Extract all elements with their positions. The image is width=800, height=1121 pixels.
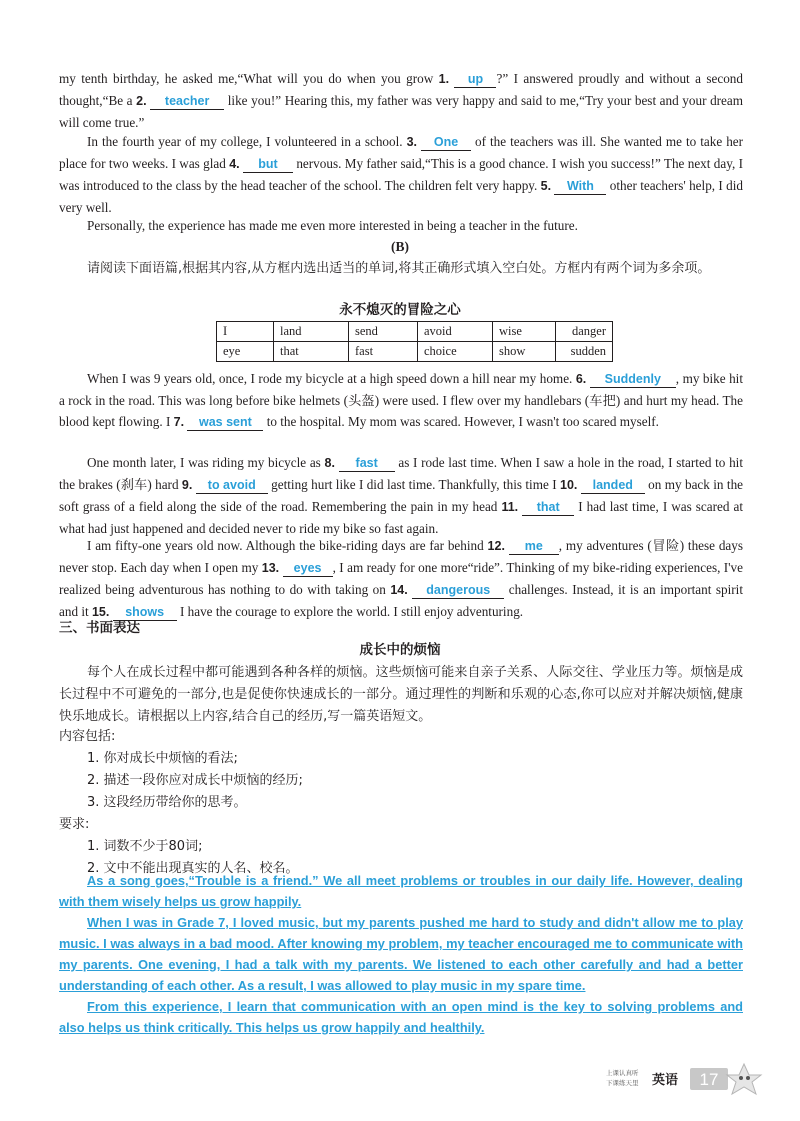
word-box-cell: that	[274, 342, 349, 362]
answer-blank-8: fast	[339, 456, 395, 472]
word-box-cell: I	[217, 322, 274, 342]
word-box-row	[217, 322, 613, 342]
answer-blank-2: teacher	[150, 94, 224, 110]
answer-blank-7: was sent	[187, 415, 263, 431]
answer-blank-15: shows	[113, 605, 177, 621]
section-b-label: (B)	[391, 239, 409, 254]
sample-answer-paragraph-2: When I was in Grade 7, I loved music, but my parents pushed me hard to study and didn't allow me to play music. I was always in a bad mood. After knowing my problem, my teacher encouraged me to communicate with my parents. One evening, I had a talk with my parents. We listened to each other carefully and had a better understanding of each other. As a result, I was allowed to play music in my spare time.	[59, 915, 743, 993]
footer-slogan-2: 下课练天里	[606, 1079, 639, 1087]
section-b-title: 永不熄灭的冒险之心	[339, 302, 461, 318]
passage-b-paragraph-1: When I was 9 years old, once, I rode my bicycle at a high speed down a hill near my home. 6. Suddenly , my bike hit a rock in the road. This was long before bike helmets (头盔) were used. I flew over my handlebars (车把) and hurt my head. The blood kept flowing. I 7. was sent to the hospital. My mom was scared. However, I wasn't too scared myself.	[59, 371, 744, 429]
footer-subject: 英语	[652, 1073, 679, 1088]
word-box-cell: fast	[349, 342, 418, 362]
word-box	[216, 321, 613, 362]
word-box-cell: show	[493, 342, 556, 362]
requirement-item: 1. 词数不少于80词;	[87, 839, 203, 854]
passage-a-paragraph-3: Personally, the experience has made me even more interested in being a teacher in the future.	[87, 218, 578, 233]
answer-blank-1: up	[454, 72, 496, 88]
answer-blank-4: but	[243, 157, 293, 173]
content-item: 3. 这段经历带给你的思考。	[87, 795, 247, 810]
word-box-cell: land	[274, 322, 349, 342]
answer-blank-10: landed	[581, 478, 645, 494]
word-box-cell: wise	[493, 322, 556, 342]
passage-a-paragraph-2: In the fourth year of my college, I volunteered in a school. 3. One of the teachers was ill. She wanted me to take her place for two weeks. I was glad 4. but nervous. My father said,“This is a good chance. I wish you success!” The next day, I was introduced to the class by the head teacher of the school. The children felt very happy. 5. With other teachers' help, I did very well.	[59, 134, 744, 215]
answer-blank-3: One	[421, 135, 471, 151]
requirement-item: 2. 文中不能出现真实的人名、校名。	[87, 861, 299, 876]
requirements-label: 要求:	[59, 817, 90, 832]
answer-blank-12: me	[509, 539, 559, 555]
footer-badge	[586, 1062, 776, 1098]
content-item: 1. 你对成长中烦恼的看法;	[87, 751, 238, 766]
answer-blank-9: to avoid	[196, 478, 268, 494]
footer-slogan-1: 上课认真听	[606, 1069, 639, 1077]
writing-intro: 每个人在成长过程中都可能遇到各种各样的烦恼。这些烦恼可能来自亲子关系、人际交往、学业压力等。烦恼是成长过程中不可避免的一部分,也是促使你快速成长的一部分。通过理性的判断和乐观的心态,你可以应对并解决烦恼,健康快乐地成长。请根据以上内容,结合自己的经历,写一篇英语短文。	[59, 665, 743, 724]
answer-blank-11: that	[522, 500, 574, 516]
answer-blank-14: dangerous	[412, 583, 504, 599]
writing-section-heading: 三、书面表达	[59, 620, 140, 636]
passage-b-paragraph-2: One month later, I was riding my bicycle as 8. fast as I rode last time. When I saw a hole in the road, I started to hit the brakes (刹车) hard 9. to avoid getting hurt like I did last time. Thankfully, this time I 10. landed on my back in the soft grass of a field along the side of the road. Remembering the pain in my head 11. that I had last time, I was scared at what had just happened and decided never to ride my bike so fast again.	[59, 455, 744, 536]
passage-a-paragraph-1: my tenth birthday, he asked me,“What will you do when you grow 1. up ?” I answered proudly and without a second thought,“Be a 2. teacher like you!” Hearing this, my father was very happy and said to me,“Try your best and your dream will come true.”	[59, 71, 744, 130]
word-box-cell: choice	[418, 342, 493, 362]
answer-blank-6: Suddenly	[590, 372, 676, 388]
word-box-cell: danger	[556, 322, 613, 342]
footer-page-number: 17	[699, 1070, 719, 1089]
word-box-cell: send	[349, 322, 418, 342]
word-box-cell: avoid	[418, 322, 493, 342]
writing-title: 成长中的烦恼	[359, 642, 441, 658]
content-item: 2. 描述一段你应对成长中烦恼的经历;	[87, 773, 303, 788]
section-b-instruction: 请阅读下面语篇,根据其内容,从方框内选出适当的单词,将其正确形式填入空白处。方框内有两个词为多余项。	[87, 261, 711, 276]
answer-blank-5: With	[554, 179, 606, 195]
word-box-row	[217, 342, 613, 362]
word-box-cell: sudden	[556, 342, 613, 362]
star-mascot-icon	[727, 1064, 761, 1094]
word-box-cell: eye	[217, 342, 274, 362]
content-label: 内容包括:	[59, 729, 116, 744]
sample-answer-paragraph-1: As a song goes,“Trouble is a friend.” We all meet problems or troubles in our daily life. However, dealing with them wisely helps us grow happily.	[59, 873, 743, 909]
page-footer	[586, 1062, 776, 1096]
sample-answer-paragraph-3: From this experience, I learn that communication with an open mind is the key to solving problems and also helps us think critically. This helps us grow happily and healthily.	[59, 999, 743, 1035]
passage-b-paragraph-3: I am fifty-one years old now. Although the bike-riding days are far behind 12. me , my adventures (冒险) these days never stop. Each day when I open my 13. eyes , I am ready for one more“ride”. Thinking of my bike-riding experiences, I've realized being adventurous has nothing to do with taking on 14. dangerous challenges. Instead, it is an important spirit and it 15. shows I have the courage to explore the world. I still enjoy adventuring.	[59, 538, 744, 619]
answer-blank-13: eyes	[283, 561, 333, 577]
